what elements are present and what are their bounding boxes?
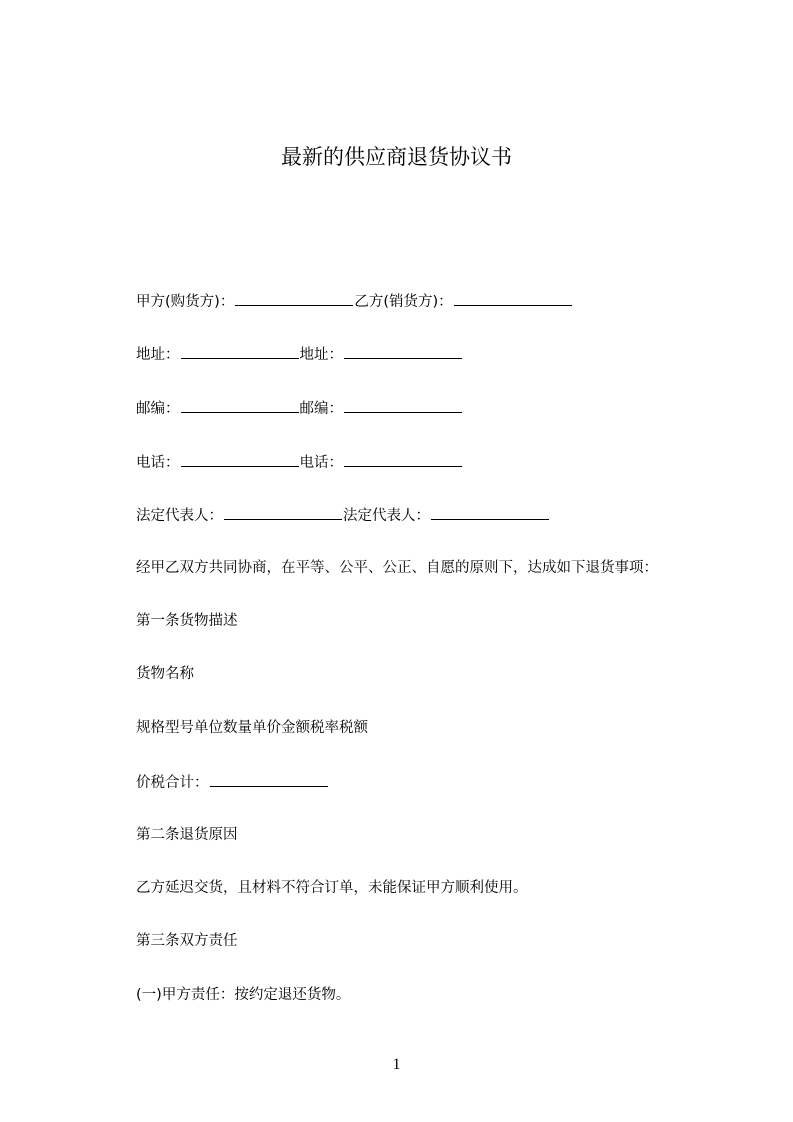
- rep-b-blank: [431, 505, 549, 520]
- representative-line: [136, 505, 550, 526]
- postcode-a-blank: [181, 398, 299, 413]
- postcode-line: [136, 398, 463, 419]
- party-b-blank: [454, 291, 572, 306]
- address-line: [136, 344, 463, 365]
- phone-b-label: 电话：: [299, 455, 343, 471]
- return-reason: 乙方延迟交货，且材料不符合订单，未能保证甲方顺利使用。: [136, 880, 528, 896]
- total-line: [136, 772, 329, 793]
- goods-columns-label: 规格型号单位数量单价金额税率税额: [136, 720, 368, 736]
- address-b-blank: [344, 344, 462, 359]
- total-label: 价税合计：: [136, 775, 209, 791]
- postcode-b-label: 邮编：: [299, 401, 343, 417]
- rep-a-label: 法定代表人：: [136, 508, 223, 524]
- intro-paragraph: 经甲乙双方共同协商，在平等、公平、公正、自愿的原则下，达成如下退货事项：: [136, 560, 658, 576]
- article3-clause-1: (一)甲方责任：按约定退还货物。: [136, 987, 351, 1003]
- total-blank: [210, 772, 328, 787]
- phone-b-blank: [344, 452, 462, 467]
- address-a-blank: [181, 344, 299, 359]
- rep-a-blank: [224, 505, 342, 520]
- article1-heading: 第一条货物描述: [136, 613, 238, 629]
- article2-heading: 第二条退货原因: [136, 827, 238, 843]
- party-a-label: 甲方(购货方)：: [136, 294, 235, 310]
- phone-a-blank: [181, 452, 299, 467]
- postcode-b-blank: [344, 398, 462, 413]
- page-title: 最新的供应商退货协议书: [281, 145, 512, 169]
- party-line: [136, 291, 573, 312]
- goods-name-label: 货物名称: [136, 666, 194, 682]
- address-b-label: 地址：: [299, 347, 343, 363]
- article3-heading: 第三条双方责任: [136, 933, 238, 949]
- party-b-label: 乙方(销货方)：: [354, 294, 453, 310]
- postcode-a-label: 邮编：: [136, 401, 180, 417]
- page-number: 1: [392, 1056, 401, 1073]
- phone-line: [136, 452, 463, 473]
- party-a-blank: [235, 291, 353, 306]
- address-a-label: 地址：: [136, 347, 180, 363]
- rep-b-label: 法定代表人：: [343, 508, 430, 524]
- phone-a-label: 电话：: [136, 455, 180, 471]
